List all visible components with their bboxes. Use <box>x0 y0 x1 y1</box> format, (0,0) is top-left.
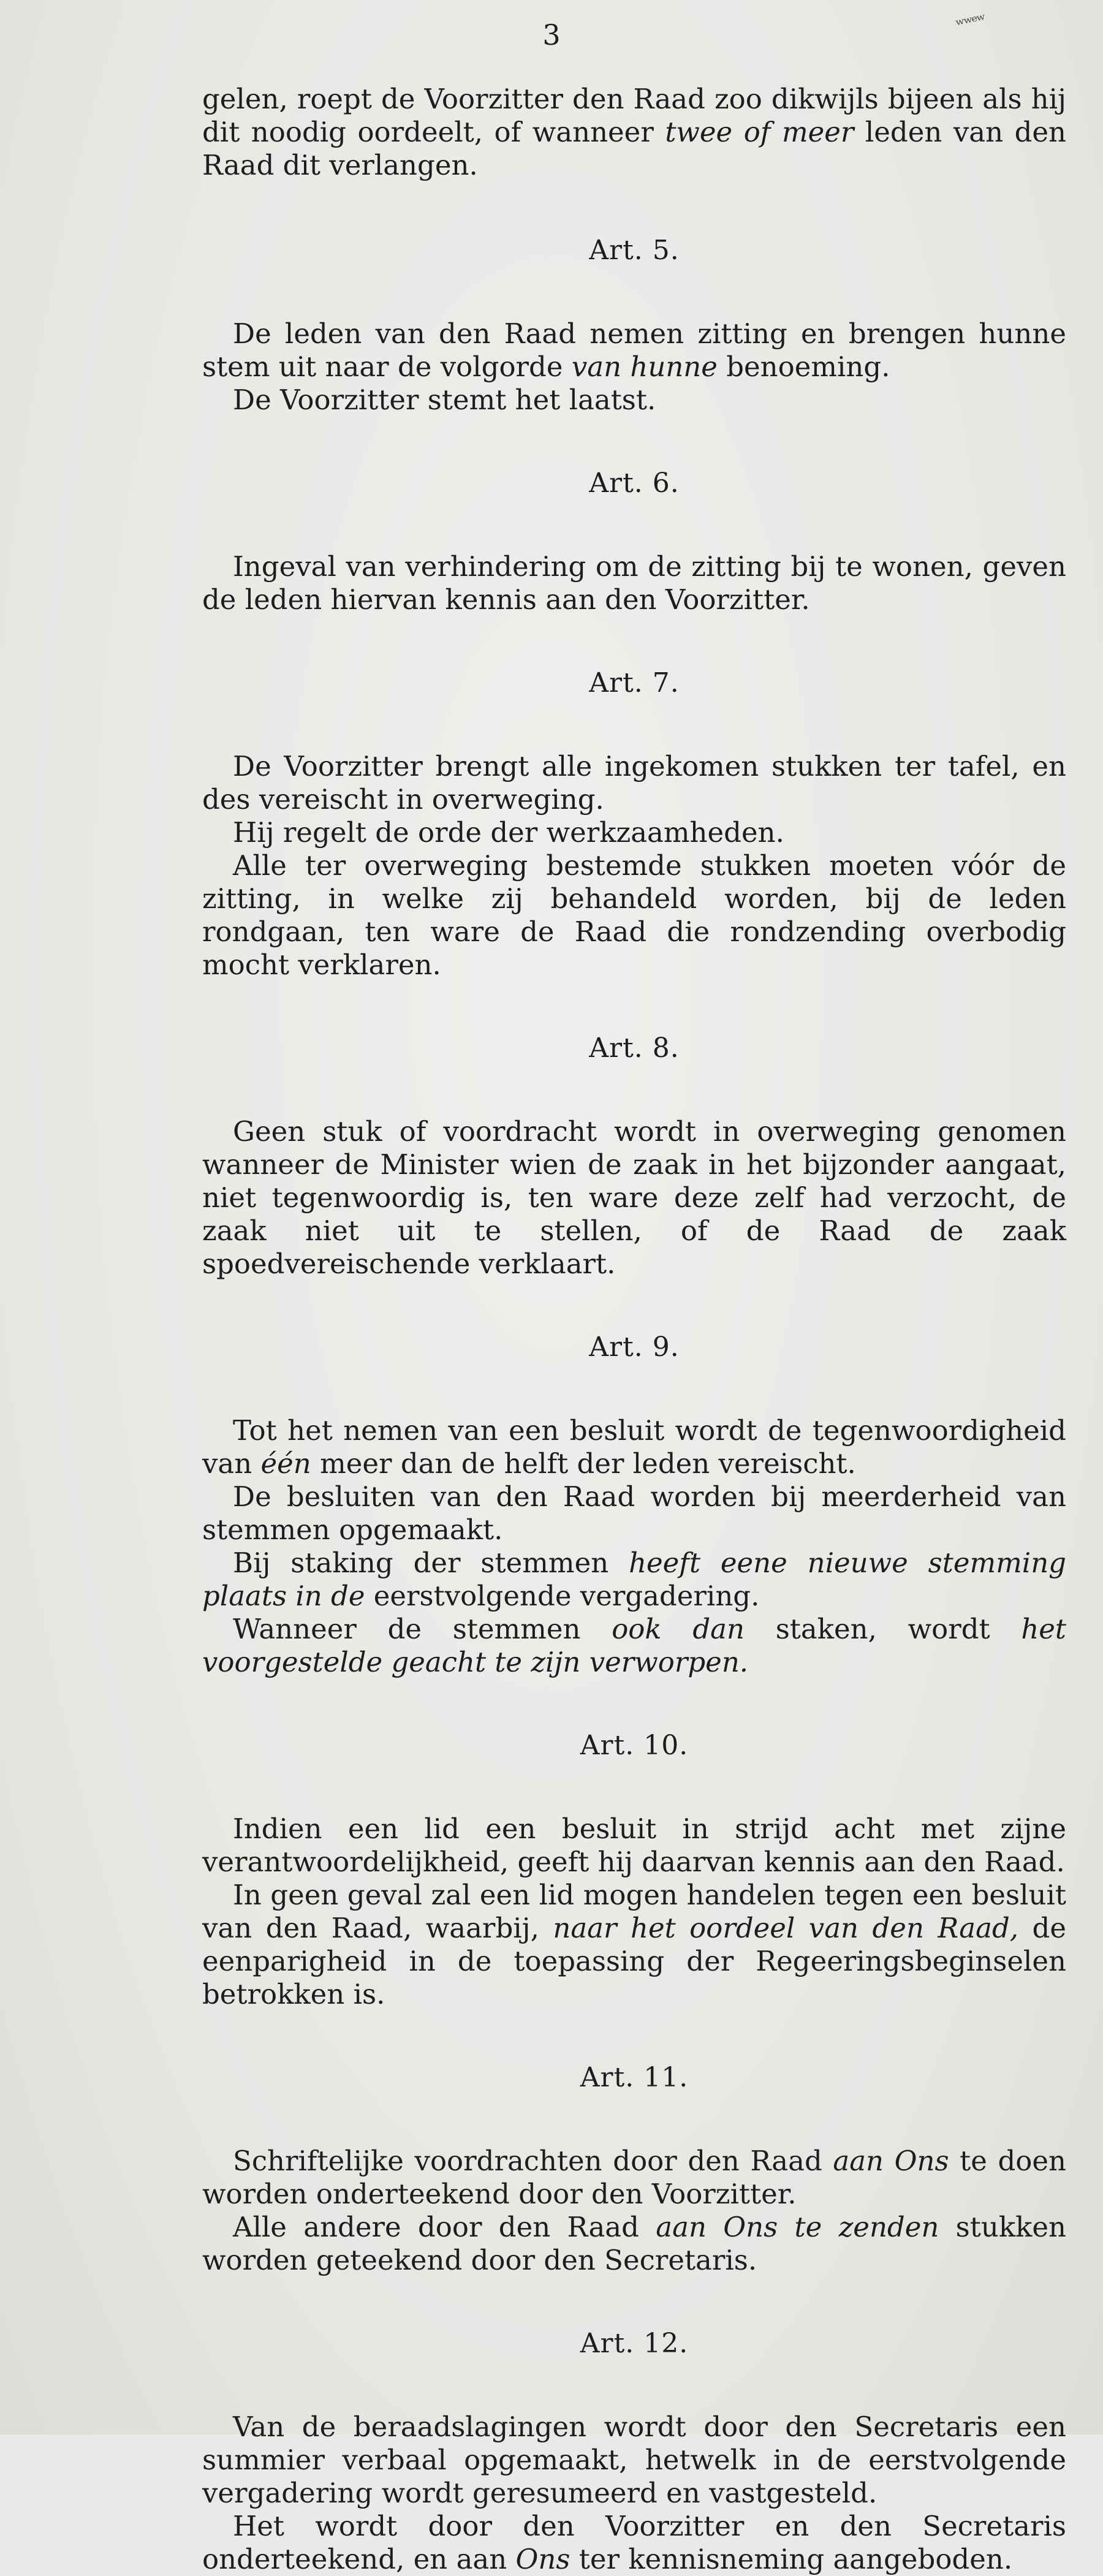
text-run: De besluiten van den Raad worden bij meerderheid van stemmen opgemaakt. <box>202 1480 1066 1546</box>
article-paragraph <box>202 2145 1066 2211</box>
text-run: Schriftelijke voordrachten door den Raad <box>233 2145 833 2177</box>
text-run: te doen worden onderteekend door den Voorzitter. <box>202 2145 1066 2210</box>
text-run: Ingeval van verhindering om de zitting bij te wonen, geven de leden hiervan kennis aan den Voorzitter. <box>202 550 1066 616</box>
document-body <box>202 83 1066 2576</box>
text-run: De Voorzitter brengt alle ingekomen stukken ter tafel, en des vereischt in overweging. <box>202 750 1066 816</box>
text-run: Indien een lid een besluit in strijd acht met zijne verantwoordelijkheid, geeft hij daarvan kennis aan den Raad. <box>202 1813 1066 1878</box>
text-run: Het wordt door den Voorzitter en den Secretaris onderteekend, en aan <box>202 2510 1066 2575</box>
article-heading: Art. 9. <box>589 1332 680 1363</box>
article-paragraph <box>202 1879 1066 2011</box>
text-run: benoeming. <box>717 350 890 383</box>
article-paragraph <box>202 1547 1066 1613</box>
article-paragraph <box>202 1480 1066 1547</box>
text-run: Wanneer de stemmen <box>233 1613 612 1645</box>
italic-text-run: aan Ons <box>833 2145 949 2177</box>
italic-text-run: van hunne <box>571 350 718 383</box>
article-heading: Art. 6. <box>589 468 680 499</box>
text-run: Van de beraadslagingen wordt door den Secretaris een summier verbaal opgemaakt, hetwelk in de eerstvolgende vergadering wordt geresumeerd en vastgesteld. <box>202 2411 1066 2509</box>
article-paragraph <box>202 2411 1066 2510</box>
article-paragraph <box>202 1414 1066 1480</box>
italic-text-run: één <box>260 1447 311 1480</box>
text-run: meer dan de helft der leden vereischt. <box>311 1447 856 1480</box>
text-run: Alle andere door den Raad <box>233 2211 656 2243</box>
article-heading: Art. 8. <box>589 1032 680 1064</box>
italic-text-run: aan Ons te zenden <box>656 2211 939 2243</box>
italic-text-run: ook dan <box>612 1613 745 1645</box>
text-run: eerstvolgende vergadering. <box>365 1580 760 1612</box>
text-run: ter kennisneming aangeboden. <box>570 2543 1013 2575</box>
article-heading: Art. 12. <box>580 2328 689 2359</box>
article-paragraph <box>202 849 1066 982</box>
article-heading: Art. 10. <box>580 1730 689 1761</box>
article-heading: Art. 7. <box>589 667 680 699</box>
italic-text-run: heeft eene nieuwe stemming plaats in de <box>202 1547 1066 1612</box>
intro-paragraph <box>202 83 1066 182</box>
italic-text-run: Ons <box>515 2543 570 2575</box>
article-paragraph <box>202 750 1066 816</box>
italic-text-run: twee of meer <box>665 116 854 148</box>
text-run: De Voorzitter stemt het laatst. <box>233 384 656 416</box>
article-paragraph <box>202 2211 1066 2277</box>
text-run: gelen, roept de Voorzitter den Raad zoo dikwijls bijeen als hij dit noodig oordeelt, of wanneer <box>202 83 1066 148</box>
text-run: staken, wordt <box>745 1613 1022 1645</box>
italic-text-run: naar het oordeel van den Raad, <box>553 1912 1019 1944</box>
article-heading: Art. 5. <box>589 235 680 266</box>
text-run: Hij regelt de orde der werkzaamheden. <box>233 816 784 849</box>
page-number: 3 <box>542 18 561 51</box>
article-paragraph <box>202 384 1066 417</box>
article-paragraph <box>202 816 1066 849</box>
article-paragraph <box>202 550 1066 616</box>
article-paragraph <box>202 317 1066 384</box>
text-run: leden van den Raad dit verlangen. <box>202 116 1066 181</box>
text-run: stukken worden geteekend door den Secretaris. <box>202 2211 1066 2276</box>
text-run: Bij staking der stemmen <box>233 1547 629 1579</box>
text-run: De leden van den Raad nemen zitting en brengen hunne stem uit naar de volgorde <box>202 317 1066 383</box>
articles-list <box>202 234 1066 2576</box>
text-run: de eenparigheid in de toepassing der Regeeringsbeginselen betrokken is. <box>202 1912 1066 2010</box>
text-run: Tot het nemen van een besluit wordt de tegenwoordigheid van <box>202 1414 1066 1480</box>
article-paragraph <box>202 1813 1066 1879</box>
text-run: In geen geval zal een lid mogen handelen tegen een besluit van den Raad, waarbij, <box>202 1879 1066 1944</box>
article-heading: Art. 11. <box>580 2062 689 2093</box>
article-paragraph <box>202 1115 1066 1281</box>
article-paragraph <box>202 1613 1066 1679</box>
text-run: Geen stuk of voordracht wordt in overweging genomen wanneer de Minister wien de zaak in het bijzonder aangaat, niet tegenwoordig is, ten ware deze zelf had verzocht, de zaak niet uit te stellen, of de Raad de zaak spoedvereischende verklaart. <box>202 1115 1066 1280</box>
italic-text-run: het voorgestelde geacht te zijn verworpen. <box>202 1613 1067 1678</box>
text-run: Alle ter overweging bestemde stukken moeten vóór de zitting, in welke zij behandeld worden, bij de leden rondgaan, ten ware de Raad die rondzending overbodig mocht verklaren. <box>202 849 1066 981</box>
handwritten-mark: ʷʷᵉʷ <box>954 10 987 35</box>
article-paragraph <box>202 2510 1066 2576</box>
